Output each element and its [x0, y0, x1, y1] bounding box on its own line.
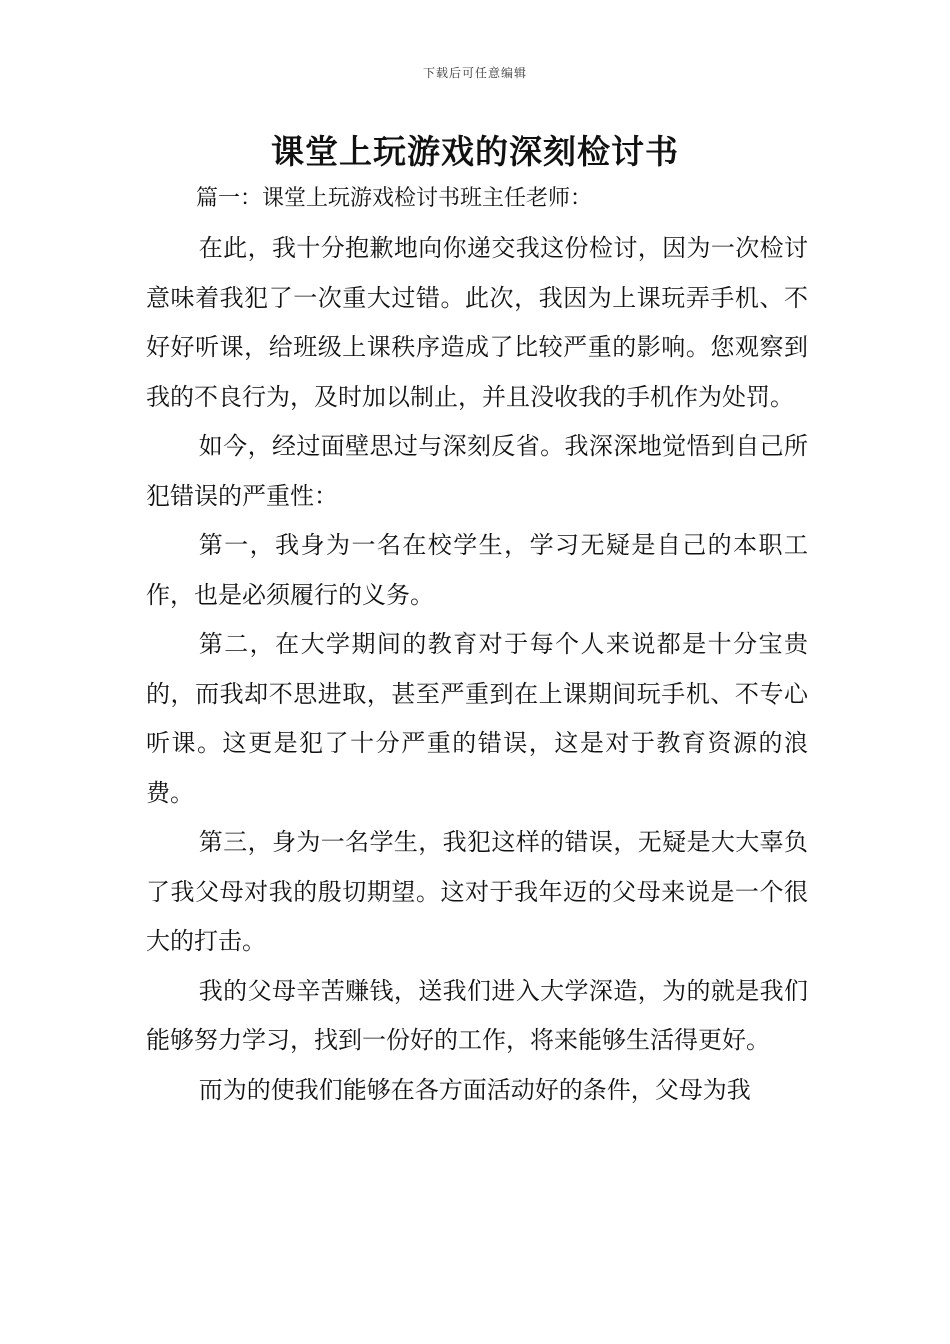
document-subtitle: 篇一：课堂上玩游戏检讨书班主任老师：: [196, 186, 593, 211]
paragraph: 在此，我十分抱歉地向你递交我这份检讨，因为一次检讨意味着我犯了一次重大过错。此次，我因为上课玩弄手机、不好好听课，给班级上课秩序造成了比较严重的影响。您观察到我的不良行为，及时加以制止，并且没收我的手机作为处罚。: [146, 234, 808, 411]
paragraph: 第一，我身为一名在校学生，学习无疑是自己的本职工作，也是必须履行的义务。: [146, 531, 808, 609]
paragraph: 第二，在大学期间的教育对于每个人来说都是十分宝贵的，而我却不思进取，甚至严重到在上课期间玩手机、不专心听课。这更是犯了十分严重的错误，这是对于教育资源的浪费。: [146, 630, 808, 807]
document-body: [146, 224, 808, 1115]
paragraph: 如今，经过面壁思过与深刻反省。我深深地觉悟到自己所犯错误的严重性：: [146, 432, 808, 510]
header-note: 下载后可任意编辑: [422, 66, 527, 80]
paragraph: 第三，身为一名学生，我犯这样的错误，无疑是大大辜负了我父母对我的殷切期望。这对于我年迈的父母来说是一个很大的打击。: [146, 828, 808, 955]
document-title: 课堂上玩游戏的深刻检讨书: [271, 132, 679, 171]
paragraph: 而为的使我们能够在各方面活动好的条件，父母为我: [198, 1075, 751, 1104]
paragraph: 我的父母辛苦赚钱，送我们进入大学深造，为的就是我们能够努力学习，找到一份好的工作，将来能够生活得更好。: [146, 976, 808, 1054]
